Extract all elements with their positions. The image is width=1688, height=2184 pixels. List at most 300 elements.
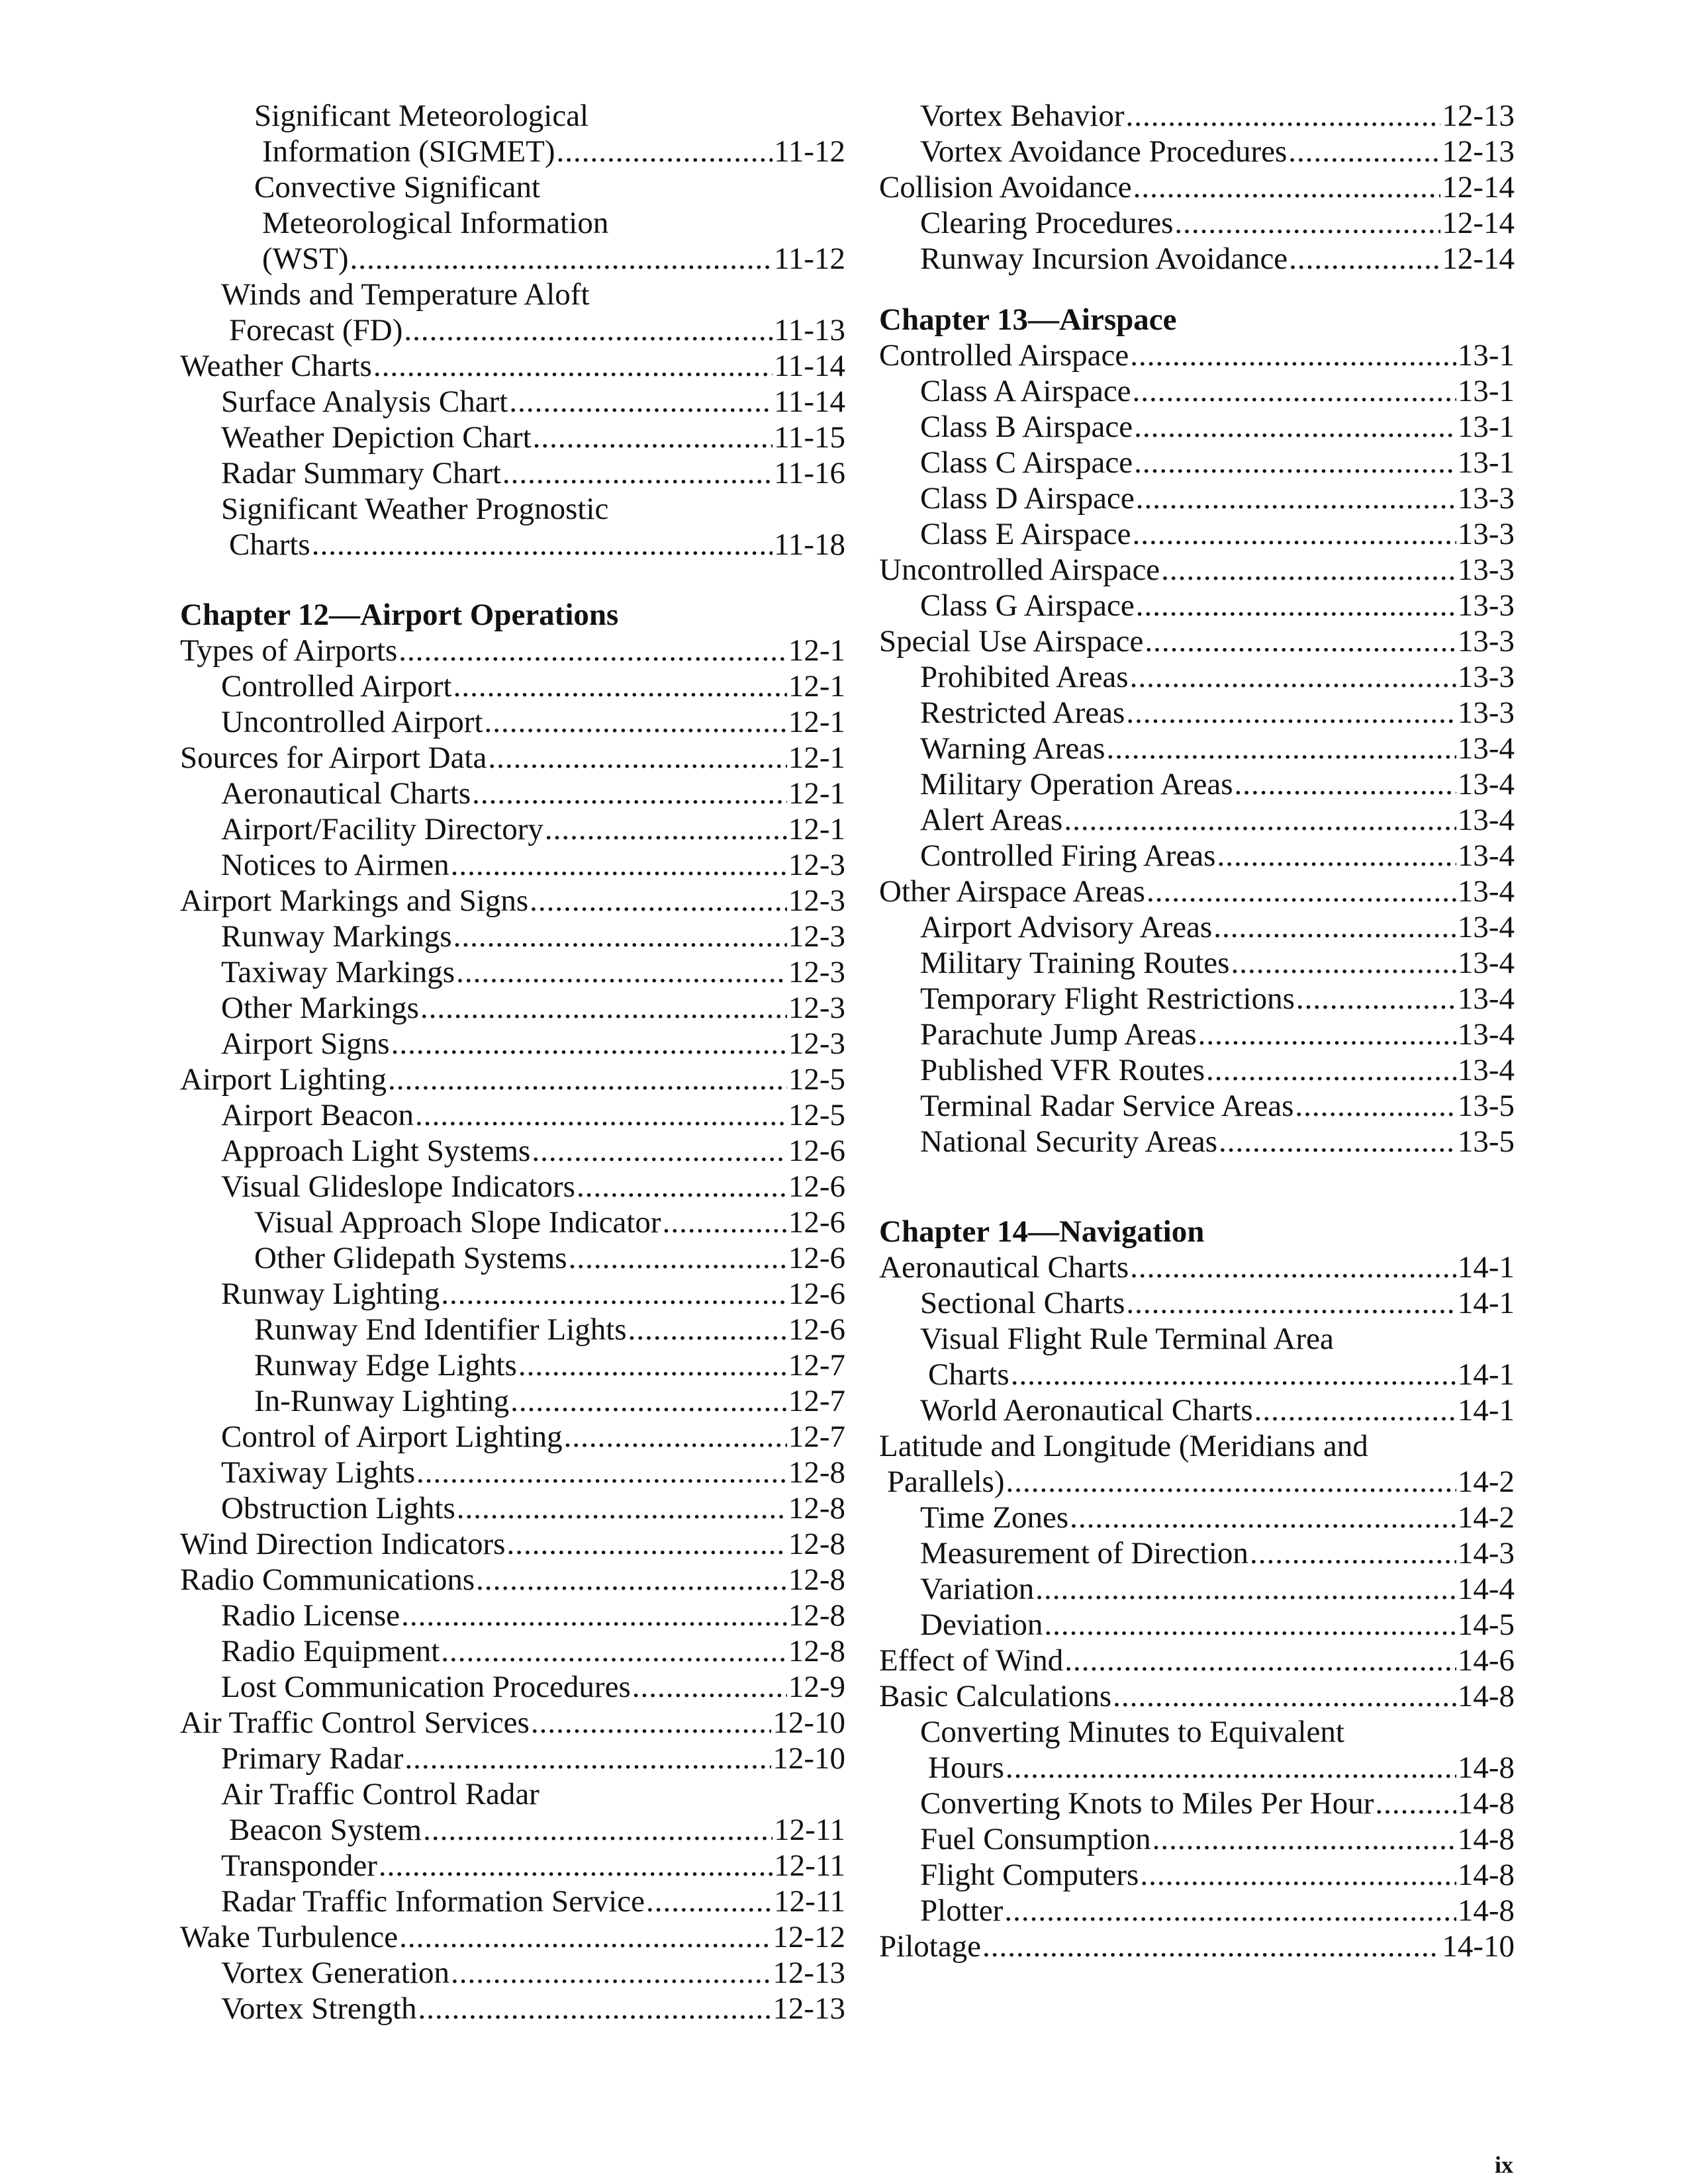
- toc-entry[interactable]: [879, 241, 1515, 277]
- toc-entry-page: 14-10: [1442, 1929, 1515, 1964]
- dot-leader: [510, 1383, 787, 1419]
- toc-entry-page: 12-13: [1442, 99, 1515, 133]
- toc-entry[interactable]: [879, 134, 1515, 169]
- toc-entry-text: Converting Minutes to Equivalent: [920, 1715, 1344, 1749]
- toc-entry-text: Basic Calculations: [879, 1679, 1112, 1713]
- toc-entry-text: Runway Markings: [221, 919, 452, 954]
- toc-entry-text: Airport Advisory Areas: [920, 910, 1213, 944]
- toc-entry-text: Pilotage: [879, 1929, 982, 1964]
- toc-entry[interactable]: [879, 1893, 1515, 1929]
- toc-entry-text: Air Traffic Control Radar: [221, 1777, 539, 1811]
- toc-entry-text: Runway Lighting: [221, 1277, 440, 1311]
- toc-entry[interactable]: [180, 1776, 845, 1848]
- toc-entry-page: 13-4: [1457, 803, 1515, 837]
- toc-entry-text: Airport Lighting: [180, 1062, 387, 1097]
- dot-leader: [399, 1919, 771, 1955]
- toc-entry-text: Clearing Procedures: [920, 206, 1174, 240]
- toc-entry-page: 13-1: [1457, 410, 1515, 444]
- dot-leader: [1006, 1464, 1456, 1500]
- dot-leader: [379, 1848, 773, 1884]
- toc-entry-page: 12-3: [788, 991, 845, 1025]
- toc-entry[interactable]: [879, 874, 1515, 909]
- toc-entry-page: 11-14: [774, 385, 845, 419]
- toc-entry-page: 13-4: [1457, 731, 1515, 766]
- toc-entry[interactable]: [180, 668, 845, 704]
- toc-entry-text: Weather Charts: [180, 349, 372, 383]
- toc-entry-text: Runway Edge Lights: [254, 1348, 517, 1383]
- toc-entry[interactable]: [879, 1821, 1515, 1857]
- toc-entry-text: Aeronautical Charts: [879, 1250, 1129, 1285]
- toc-entry[interactable]: [180, 740, 845, 776]
- toc-entry-text: (WST): [262, 242, 349, 276]
- toc-entry-text: Terminal Radar Service Areas: [920, 1089, 1294, 1123]
- dot-leader: [1296, 981, 1456, 1017]
- dot-leader: [1113, 1678, 1456, 1714]
- toc-entry[interactable]: [879, 409, 1515, 445]
- toc-entry[interactable]: [879, 659, 1515, 695]
- dot-leader: [530, 883, 787, 919]
- toc-entry[interactable]: [180, 348, 845, 384]
- toc-entry-text: Airport Markings and Signs: [180, 884, 529, 918]
- toc-entry-text: Radio Equipment: [221, 1634, 440, 1668]
- dot-leader: [502, 455, 773, 491]
- toc-entry[interactable]: [879, 1929, 1515, 1964]
- toc-entry-text: Other Markings: [221, 991, 419, 1025]
- dot-leader: [1136, 588, 1456, 623]
- toc-entry-text: Airport Signs: [221, 1026, 390, 1061]
- toc-entry[interactable]: [879, 1124, 1515, 1160]
- dot-leader: [1035, 1571, 1456, 1607]
- toc-entry[interactable]: [879, 623, 1515, 659]
- toc-entry[interactable]: [180, 1240, 845, 1276]
- toc-entry[interactable]: [879, 1678, 1515, 1714]
- toc-entry[interactable]: [879, 516, 1515, 552]
- toc-entry-page: 13-3: [1457, 660, 1515, 694]
- toc-entry[interactable]: [879, 695, 1515, 731]
- toc-entry-page: 14-6: [1457, 1643, 1515, 1678]
- toc-entry-page: 12-7: [788, 1384, 845, 1418]
- toc-entry-text: Military Operation Areas: [920, 767, 1233, 801]
- toc-entry[interactable]: [180, 1097, 845, 1133]
- toc-entry[interactable]: [180, 1133, 845, 1169]
- dot-leader: [350, 241, 773, 277]
- toc-entry[interactable]: [180, 1562, 845, 1598]
- dot-leader: [1375, 1786, 1456, 1821]
- toc-entry[interactable]: [180, 1169, 845, 1205]
- toc-entry[interactable]: [180, 1705, 845, 1741]
- toc-entry[interactable]: [879, 1428, 1515, 1500]
- dot-leader: [1126, 1285, 1456, 1321]
- toc-entry[interactable]: [879, 169, 1515, 205]
- dot-leader: [457, 1490, 787, 1526]
- toc-entry-page: 12-3: [788, 955, 845, 989]
- dot-leader: [476, 1562, 787, 1598]
- toc-entry-text: Visual Approach Slope Indicator: [254, 1205, 661, 1240]
- toc-entry-page: 12-8: [788, 1455, 845, 1490]
- toc-entry-page: 12-3: [788, 919, 845, 954]
- toc-entry-text: Wake Turbulence: [180, 1920, 399, 1954]
- toc-entry-text: Radar Traffic Information Service: [221, 1884, 645, 1919]
- toc-entry-page: 12-1: [788, 633, 845, 668]
- dot-leader: [1130, 659, 1456, 695]
- toc-entry[interactable]: [180, 384, 845, 420]
- dot-leader: [1126, 695, 1456, 731]
- toc-entry[interactable]: [180, 1026, 845, 1062]
- toc-entry-page: 11-18: [774, 527, 845, 562]
- toc-entry[interactable]: [180, 1455, 845, 1490]
- toc-entry[interactable]: [180, 811, 845, 847]
- toc-entry-text: Class A Airspace: [920, 374, 1131, 408]
- toc-entry-text: Aeronautical Charts: [221, 776, 471, 811]
- dot-leader: [518, 1347, 787, 1383]
- toc-entry-text: Transponder: [221, 1848, 377, 1883]
- toc-entry[interactable]: [180, 491, 845, 563]
- toc-entry-text: Airport Beacon: [221, 1098, 414, 1132]
- dot-leader: [399, 633, 787, 668]
- page-number: ix: [1495, 2152, 1514, 2178]
- toc-entry-page: 14-1: [1457, 1250, 1515, 1285]
- dot-leader: [1125, 98, 1440, 134]
- toc-entry[interactable]: [879, 731, 1515, 766]
- toc-entry[interactable]: [879, 1321, 1515, 1392]
- toc-entry[interactable]: [180, 1526, 845, 1562]
- toc-entry-text: Latitude and Longitude (Meridians and: [879, 1429, 1368, 1463]
- dot-leader: [1130, 338, 1456, 373]
- toc-entry[interactable]: [180, 277, 845, 348]
- toc-entry-page: 13-3: [1457, 481, 1515, 516]
- toc-entry[interactable]: [180, 1312, 845, 1347]
- toc-entry-text: Significant Meteorological: [254, 99, 589, 133]
- dot-leader: [1134, 445, 1456, 480]
- toc-entry[interactable]: [879, 909, 1515, 945]
- toc-entry-text: Parachute Jump Areas: [920, 1017, 1197, 1052]
- dot-leader: [451, 1955, 771, 1991]
- dot-leader: [451, 847, 787, 883]
- toc-entry-page: 13-4: [1457, 839, 1515, 873]
- toc-entry-text: Hours: [928, 1751, 1004, 1785]
- dot-leader: [1070, 1500, 1456, 1535]
- toc-entry[interactable]: [180, 990, 845, 1026]
- dot-leader: [1133, 373, 1456, 409]
- toc-entry-text: Lost Communication Procedures: [221, 1670, 631, 1704]
- toc-entry-page: 12-11: [774, 1884, 845, 1919]
- toc-entry-page: 13-4: [1457, 1053, 1515, 1087]
- dot-leader: [1217, 838, 1456, 874]
- toc-entry[interactable]: [879, 838, 1515, 874]
- toc-entry-text: Radio License: [221, 1598, 400, 1633]
- toc-entry[interactable]: [180, 776, 845, 811]
- toc-entry[interactable]: [879, 480, 1515, 516]
- dot-leader: [453, 668, 787, 704]
- toc-entry[interactable]: [879, 981, 1515, 1017]
- toc-entry-text: Charts: [928, 1357, 1009, 1392]
- toc-entry[interactable]: [879, 338, 1515, 373]
- toc-entry-text: Meteorological Information: [262, 206, 609, 240]
- toc-entry-text: Class G Airspace: [920, 588, 1135, 623]
- toc-entry[interactable]: [180, 1991, 845, 2026]
- toc-entry[interactable]: [180, 1276, 845, 1312]
- toc-entry-text: Information (SIGMET): [262, 134, 555, 169]
- toc-entry-page: 11-12: [774, 134, 845, 169]
- toc-entry[interactable]: [180, 1419, 845, 1455]
- dot-leader: [1198, 1017, 1456, 1052]
- toc-entry-text: Convective Significant: [254, 170, 541, 205]
- toc-entry[interactable]: [879, 802, 1515, 838]
- toc-entry[interactable]: [180, 704, 845, 740]
- toc-entry-page: 11-13: [774, 313, 845, 347]
- toc-entry[interactable]: [879, 1088, 1515, 1124]
- toc-entry-text: Measurement of Direction: [920, 1536, 1248, 1570]
- toc-entry[interactable]: [879, 1017, 1515, 1052]
- toc-entry-page: 11-12: [774, 242, 845, 276]
- toc-entry-text: Airport/Facility Directory: [221, 812, 543, 846]
- dot-leader: [415, 1097, 787, 1133]
- toc-entry-text: Vortex Strength: [221, 1991, 417, 2026]
- toc-entry-text: Runway Incursion Avoidance: [920, 242, 1288, 276]
- toc-entry-text: Uncontrolled Airspace: [879, 553, 1160, 587]
- dot-leader: [564, 1419, 787, 1455]
- toc-entry[interactable]: [180, 1383, 845, 1419]
- toc-entry[interactable]: [879, 588, 1515, 623]
- dot-leader: [1064, 1643, 1456, 1678]
- dot-leader: [1174, 205, 1440, 241]
- toc-entry-text: Special Use Airspace: [879, 624, 1144, 659]
- toc-entry[interactable]: [879, 1392, 1515, 1428]
- toc-entry-text: Primary Radar: [221, 1741, 404, 1776]
- toc-entry[interactable]: [879, 1250, 1515, 1285]
- dot-leader: [1231, 945, 1456, 981]
- toc-entry-text: Sources for Airport Data: [180, 741, 487, 775]
- toc-entry[interactable]: [879, 1857, 1515, 1893]
- toc-entry[interactable]: [180, 1669, 845, 1705]
- dot-leader: [1234, 766, 1456, 802]
- dot-leader: [509, 384, 773, 420]
- toc-entry-text: Controlled Airport: [221, 669, 452, 704]
- toc-entry[interactable]: [879, 1500, 1515, 1535]
- toc-entry[interactable]: [879, 205, 1515, 241]
- toc-entry-page: 12-13: [1442, 134, 1515, 169]
- toc-entry-page: 12-10: [773, 1706, 845, 1740]
- dot-leader: [1152, 1821, 1456, 1857]
- dot-leader: [1133, 169, 1441, 205]
- toc-entry[interactable]: [180, 1062, 845, 1097]
- dot-leader: [1254, 1392, 1456, 1428]
- toc-entry-text: Plotter: [920, 1893, 1004, 1928]
- dot-leader: [1206, 1052, 1456, 1088]
- toc-entry-page: 12-6: [788, 1241, 845, 1275]
- toc-entry[interactable]: [879, 1571, 1515, 1607]
- toc-entry-text: Published VFR Routes: [920, 1053, 1205, 1087]
- toc-entry-text: Uncontrolled Airport: [221, 705, 483, 739]
- toc-entry[interactable]: [879, 1786, 1515, 1821]
- toc-entry-page: 13-3: [1457, 553, 1515, 587]
- dot-leader: [404, 312, 773, 348]
- toc-entry[interactable]: [180, 169, 845, 277]
- dot-leader: [1004, 1893, 1456, 1929]
- toc-entry[interactable]: [180, 847, 845, 883]
- toc-entry-text: Controlled Airspace: [879, 338, 1129, 373]
- toc-entry[interactable]: [180, 1955, 845, 1991]
- toc-entry-text: Charts: [229, 527, 310, 562]
- toc-entry[interactable]: [879, 373, 1515, 409]
- toc-entry-page: 12-6: [788, 1205, 845, 1240]
- toc-entry-text: Vortex Behavior: [920, 99, 1125, 133]
- dot-leader: [420, 990, 787, 1026]
- toc-entry-page: 12-11: [774, 1813, 845, 1847]
- toc-entry[interactable]: [180, 1633, 845, 1669]
- dot-leader: [1044, 1607, 1456, 1643]
- toc-entry-page: 14-2: [1457, 1500, 1515, 1535]
- toc-entry-page: 12-8: [788, 1598, 845, 1633]
- toc-entry[interactable]: [879, 1607, 1515, 1643]
- toc-left-column: [180, 98, 845, 2026]
- toc-right-column: [879, 98, 1515, 1964]
- toc-entry[interactable]: [879, 945, 1515, 981]
- dot-leader: [416, 1455, 787, 1490]
- toc-entry-text: National Security Areas: [920, 1124, 1217, 1159]
- toc-entry[interactable]: [180, 919, 845, 954]
- dot-leader: [1295, 1088, 1456, 1124]
- toc-entry-page: 14-1: [1457, 1393, 1515, 1428]
- toc-entry-page: 12-5: [788, 1062, 845, 1097]
- toc-entry-page: 12-8: [788, 1634, 845, 1668]
- dot-leader: [456, 954, 787, 990]
- toc-entry[interactable]: [879, 445, 1515, 480]
- dot-leader: [373, 348, 773, 384]
- toc-entry-page: 12-6: [788, 1277, 845, 1311]
- toc-entry-page: 13-3: [1457, 696, 1515, 730]
- dot-leader: [1011, 1357, 1456, 1392]
- dot-leader: [1288, 134, 1440, 169]
- toc-entry-text: Variation: [920, 1572, 1035, 1606]
- dot-leader: [982, 1929, 1440, 1964]
- toc-entry[interactable]: [879, 766, 1515, 802]
- dot-leader: [1106, 731, 1456, 766]
- chapter-heading: Chapter 12—Airport Operations: [180, 598, 619, 632]
- toc-entry-page: 14-8: [1457, 1893, 1515, 1928]
- dot-leader: [569, 1240, 787, 1276]
- toc-entry[interactable]: [180, 98, 845, 169]
- dot-leader: [545, 811, 787, 847]
- toc-entry-page: 12-3: [788, 848, 845, 882]
- toc-entry-page: 13-1: [1457, 338, 1515, 373]
- toc-entry-page: 12-14: [1442, 206, 1515, 240]
- toc-entry[interactable]: [879, 1643, 1515, 1678]
- toc-entry-text: Time Zones: [920, 1500, 1069, 1535]
- toc-entry[interactable]: [879, 1285, 1515, 1321]
- toc-entry[interactable]: [180, 1347, 845, 1383]
- dot-leader: [533, 420, 773, 455]
- toc-entry-page: 12-6: [788, 1134, 845, 1168]
- toc-entry[interactable]: [180, 1490, 845, 1526]
- toc-entry-page: 13-3: [1457, 517, 1515, 551]
- dot-leader: [1161, 552, 1456, 588]
- toc-entry[interactable]: [879, 1535, 1515, 1571]
- toc-entry-page: 12-12: [773, 1920, 845, 1954]
- dot-leader: [1289, 241, 1440, 277]
- toc-entry-text: Sectional Charts: [920, 1286, 1125, 1320]
- toc-entry[interactable]: [180, 1741, 845, 1776]
- dot-leader: [1219, 1124, 1456, 1160]
- toc-entry[interactable]: [180, 1205, 845, 1240]
- toc-entry-page: 14-8: [1457, 1822, 1515, 1856]
- toc-entry-text: Weather Depiction Chart: [221, 420, 532, 455]
- dot-leader: [404, 1741, 771, 1776]
- toc-entry-text: World Aeronautical Charts: [920, 1393, 1253, 1428]
- toc-entry-page: 12-1: [788, 669, 845, 704]
- toc-entry-page: 12-1: [788, 705, 845, 739]
- toc-entry[interactable]: [180, 1919, 845, 1955]
- toc-entry-page: 12-9: [788, 1670, 845, 1704]
- toc-entry-text: Collision Avoidance: [879, 170, 1132, 205]
- toc-entry-text: Radar Summary Chart: [221, 456, 501, 490]
- toc-entry-text: Alert Areas: [920, 803, 1063, 837]
- dot-leader: [441, 1633, 787, 1669]
- toc-entry-page: 12-1: [788, 741, 845, 775]
- toc-entry-page: 14-8: [1457, 1858, 1515, 1892]
- toc-entry[interactable]: [180, 1884, 845, 1919]
- toc-entry-text: Flight Computers: [920, 1858, 1139, 1892]
- toc-entry-text: Beacon System: [229, 1813, 422, 1847]
- toc-entry[interactable]: [879, 98, 1515, 134]
- toc-entry-page: 12-14: [1442, 170, 1515, 205]
- toc-entry-page: 14-2: [1457, 1465, 1515, 1499]
- toc-entry[interactable]: [180, 883, 845, 919]
- dot-leader: [472, 776, 787, 811]
- toc-entry-page: 12-3: [788, 884, 845, 918]
- toc-entry-page: 12-10: [773, 1741, 845, 1776]
- chapter-heading: Chapter 14—Navigation: [879, 1214, 1205, 1249]
- toc-entry-page: 11-14: [774, 349, 845, 383]
- toc-entry-page: 13-5: [1457, 1124, 1515, 1159]
- toc-entry-page: 13-1: [1457, 374, 1515, 408]
- toc-entry-page: 12-8: [788, 1563, 845, 1597]
- toc-entry-page: 12-11: [774, 1848, 845, 1883]
- toc-entry-text: Visual Flight Rule Terminal Area: [920, 1322, 1334, 1356]
- toc-entry[interactable]: [180, 455, 845, 491]
- toc-entry-page: 12-7: [788, 1420, 845, 1454]
- dot-leader: [632, 1669, 787, 1705]
- dot-leader: [646, 1884, 773, 1919]
- toc-entry-text: Other Airspace Areas: [879, 874, 1145, 909]
- toc-entry[interactable]: [879, 1714, 1515, 1786]
- toc-entry[interactable]: [180, 954, 845, 990]
- toc-entry-page: 12-6: [788, 1312, 845, 1347]
- toc-entry-page: 12-3: [788, 1026, 845, 1061]
- toc-entry[interactable]: [180, 633, 845, 668]
- toc-entry[interactable]: [879, 552, 1515, 588]
- dot-leader: [1250, 1535, 1456, 1571]
- toc-entry[interactable]: [180, 1848, 845, 1884]
- dot-leader: [388, 1062, 787, 1097]
- dot-leader: [1145, 623, 1456, 659]
- toc-entry[interactable]: [879, 1052, 1515, 1088]
- toc-entry-text: Vortex Generation: [221, 1956, 449, 1990]
- toc-entry[interactable]: [180, 420, 845, 455]
- toc-entry-text: Deviation: [920, 1608, 1043, 1642]
- toc-entry-page: 11-15: [774, 420, 845, 455]
- toc-entry-text: Radio Communications: [180, 1563, 475, 1597]
- toc-entry-page: 13-5: [1457, 1089, 1515, 1123]
- toc-entry-page: 12-7: [788, 1348, 845, 1383]
- toc-entry-text: Converting Knots to Miles Per Hour: [920, 1786, 1374, 1821]
- toc-entry[interactable]: [180, 1598, 845, 1633]
- toc-entry-text: Obstruction Lights: [221, 1491, 455, 1525]
- dot-leader: [1147, 874, 1456, 909]
- dot-leader: [453, 919, 787, 954]
- toc-entry-page: 14-8: [1457, 1679, 1515, 1713]
- toc-entry-text: Prohibited Areas: [920, 660, 1129, 694]
